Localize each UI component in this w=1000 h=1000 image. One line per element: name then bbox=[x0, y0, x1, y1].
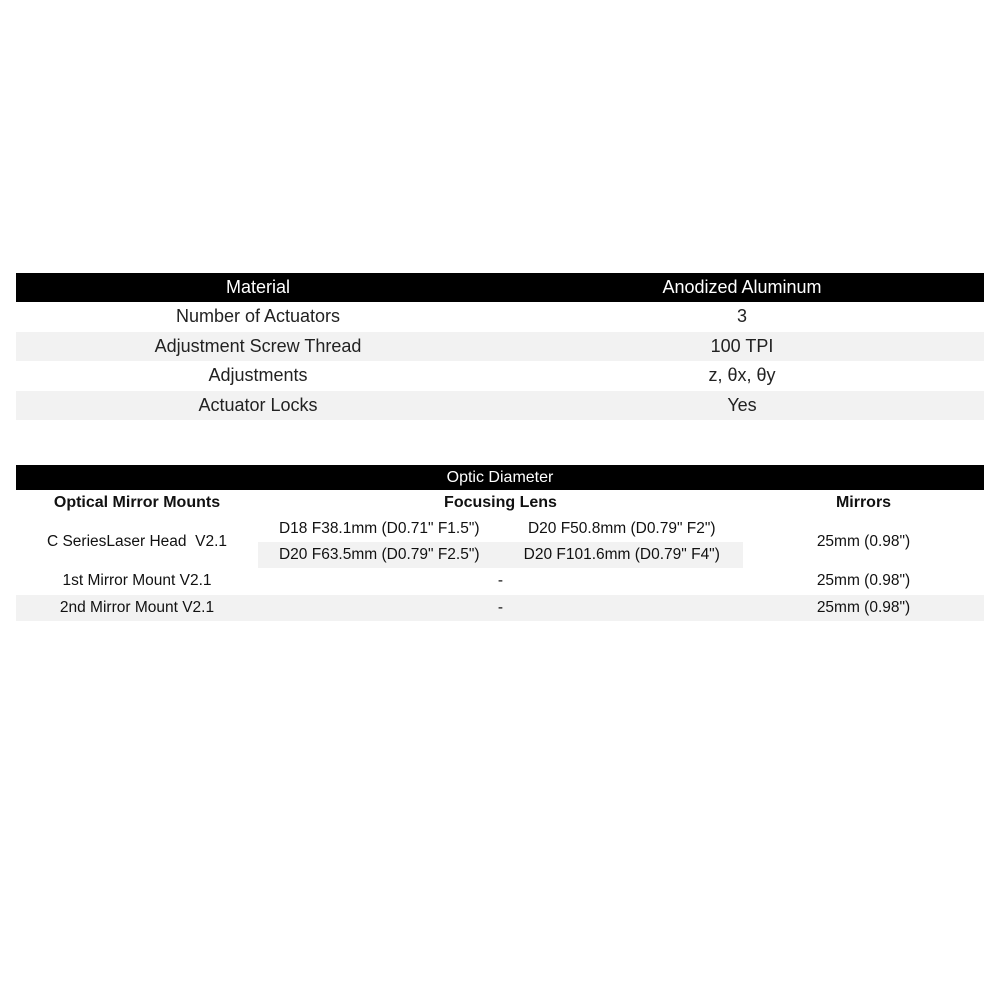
spec-header-row bbox=[16, 273, 984, 302]
mount-lens: - bbox=[497, 572, 504, 590]
spec-row-screw-thread bbox=[16, 332, 984, 362]
mount-row-1st bbox=[16, 568, 984, 595]
spec-label: Actuator Locks bbox=[198, 394, 318, 415]
optic-column-headers bbox=[16, 490, 984, 516]
mount-name: 1st Mirror Mount V2.1 bbox=[62, 572, 212, 590]
lens-spec: D20 F50.8mm (D0.79" F2") bbox=[527, 520, 716, 537]
laser-head-mirrors: 25mm (0.98") bbox=[816, 533, 911, 550]
spec-value: 3 bbox=[736, 306, 747, 327]
lens-spec: D18 F38.1mm (D0.71" F1.5") bbox=[278, 520, 480, 537]
spec-table bbox=[16, 273, 984, 420]
mount-lens: - bbox=[497, 598, 504, 616]
spec-value: Yes bbox=[727, 394, 757, 415]
spec-value: z, θx, θy bbox=[708, 365, 776, 386]
laser-head-row bbox=[16, 516, 984, 568]
column-header-focusing-lens: Focusing Lens bbox=[444, 494, 557, 511]
lens-line bbox=[258, 516, 743, 542]
spec-label: Number of Actuators bbox=[175, 306, 341, 327]
spec-value: 100 TPI bbox=[710, 335, 774, 356]
mount-name: 2nd Mirror Mount V2.1 bbox=[59, 598, 215, 616]
optic-table-title: Optic Diameter bbox=[16, 465, 984, 490]
laser-head-name: C SeriesLaser Head V2.1 bbox=[46, 533, 228, 550]
spec-label: Adjustment Screw Thread bbox=[154, 335, 362, 356]
lens-spec: D20 F63.5mm (D0.79" F2.5") bbox=[278, 546, 480, 563]
optic-diameter-table bbox=[16, 465, 984, 621]
spec-label: Adjustments bbox=[208, 365, 308, 386]
spec-header-value: Anodized Aluminum bbox=[662, 277, 822, 297]
spec-header-label: Material bbox=[225, 277, 291, 297]
lens-grid bbox=[258, 516, 743, 568]
spec-row-actuator-locks bbox=[16, 391, 984, 421]
mount-row-2nd bbox=[16, 595, 984, 622]
lens-spec: D20 F101.6mm (D0.79" F4") bbox=[523, 546, 720, 563]
mount-mirrors: 25mm (0.98") bbox=[816, 572, 911, 590]
lens-line bbox=[258, 542, 743, 568]
column-header-mounts: Optical Mirror Mounts bbox=[53, 494, 221, 511]
mount-mirrors: 25mm (0.98") bbox=[816, 598, 911, 616]
column-header-mirrors: Mirrors bbox=[835, 494, 892, 511]
spec-row-actuators bbox=[16, 302, 984, 332]
spec-row-adjustments bbox=[16, 361, 984, 391]
